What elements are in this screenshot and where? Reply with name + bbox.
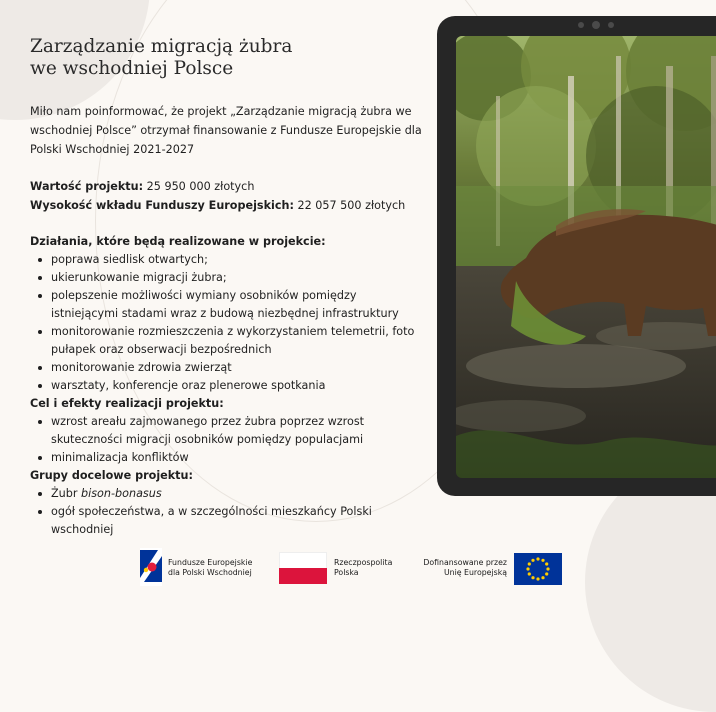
- list-item: monitorowanie zdrowia zwierząt: [51, 359, 425, 377]
- fe-line-2: dla Polski Wschodniej: [168, 568, 252, 577]
- project-value: [30, 177, 425, 196]
- rp-line-1: Rzeczpospolita: [334, 558, 393, 567]
- title-line-2: we wschodniej Polsce: [30, 58, 234, 79]
- target-latin-name: bison-bonasus: [81, 487, 162, 500]
- tablet-frame: [437, 16, 716, 496]
- bison-photo: [456, 36, 716, 478]
- actions-heading: Działania, które będą realizowane w projekcie:: [30, 235, 326, 248]
- title-line-1: Zarządzanie migracją żubra: [30, 36, 293, 57]
- eu-logo-text: [417, 558, 507, 578]
- intro-paragraph: Miło nam poinformować, że projekt „Zarządzanie migracją żubra we wschodniej Polsce” otrzymał finansowanie z Fundusze Europejskie dla Polski Wschodniej 2021-2027: [30, 105, 422, 156]
- eu-stars: [514, 553, 562, 585]
- eu-flag-icon: [514, 553, 562, 585]
- footer-logos: [0, 548, 716, 588]
- list-item: wzrost areału zajmowanego przez żubra poprzez wzrost skuteczności migracji osobników pomiędzy populacjami: [51, 413, 425, 449]
- targets-heading: Grupy docelowe projektu:: [30, 469, 193, 482]
- eu-line-2: Unię Europejską: [443, 568, 507, 577]
- eu-contribution-label: Wysokość wkładu Funduszy Europejskich:: [30, 199, 294, 212]
- goals-list: [30, 413, 425, 467]
- fe-line-1: Fundusze Europejskie: [168, 558, 253, 567]
- actions-list: [30, 251, 425, 395]
- project-value-label: Wartość projektu:: [30, 180, 144, 193]
- camera-dot: [578, 22, 584, 28]
- list-item: monitorowanie rozmieszczenia z wykorzystaniem telemetrii, foto pułapek oraz obserwacji bezpośrednich: [51, 323, 425, 359]
- list-item: [51, 485, 425, 503]
- list-item: polepszenie możliwości wymiany osobników pomiędzy istniejącymi stadami wraz z budową niezbędnej infrastruktury: [51, 287, 425, 323]
- camera-lens: [592, 21, 600, 29]
- rp-logo-text: [334, 558, 392, 578]
- eu-contribution: [30, 196, 425, 215]
- project-value-text: 25 950 000 złotych: [146, 180, 255, 193]
- poland-flag-red: [279, 568, 327, 584]
- list-item: ukierunkowanie migracji żubra;: [51, 269, 425, 287]
- poland-flag-icon: [279, 552, 327, 568]
- sensor-dot: [608, 22, 614, 28]
- bison-photo-illustration: [456, 36, 716, 478]
- fe-logo-text: [168, 558, 252, 578]
- target-prefix: Żubr: [51, 487, 82, 500]
- targets-list: [30, 485, 425, 539]
- list-item: minimalizacja konfliktów: [51, 449, 425, 467]
- goals-heading: Cel i efekty realizacji projektu:: [30, 397, 224, 410]
- list-item: warsztaty, konferencje oraz plenerowe spotkania: [51, 377, 425, 395]
- rp-line-2: Polska: [334, 568, 359, 577]
- list-item: poprawa siedlisk otwartych;: [51, 251, 425, 269]
- page-title: [30, 36, 425, 80]
- list-item: ogół społeczeństwa, a w szczególności mieszkańcy Polski wschodniej: [51, 503, 425, 539]
- main-content: [30, 36, 425, 539]
- fundusze-europejskie-logo-icon: [140, 548, 162, 586]
- eu-contribution-text: 22 057 500 złotych: [297, 199, 406, 212]
- eu-line-1: Dofinansowane przez: [423, 558, 507, 567]
